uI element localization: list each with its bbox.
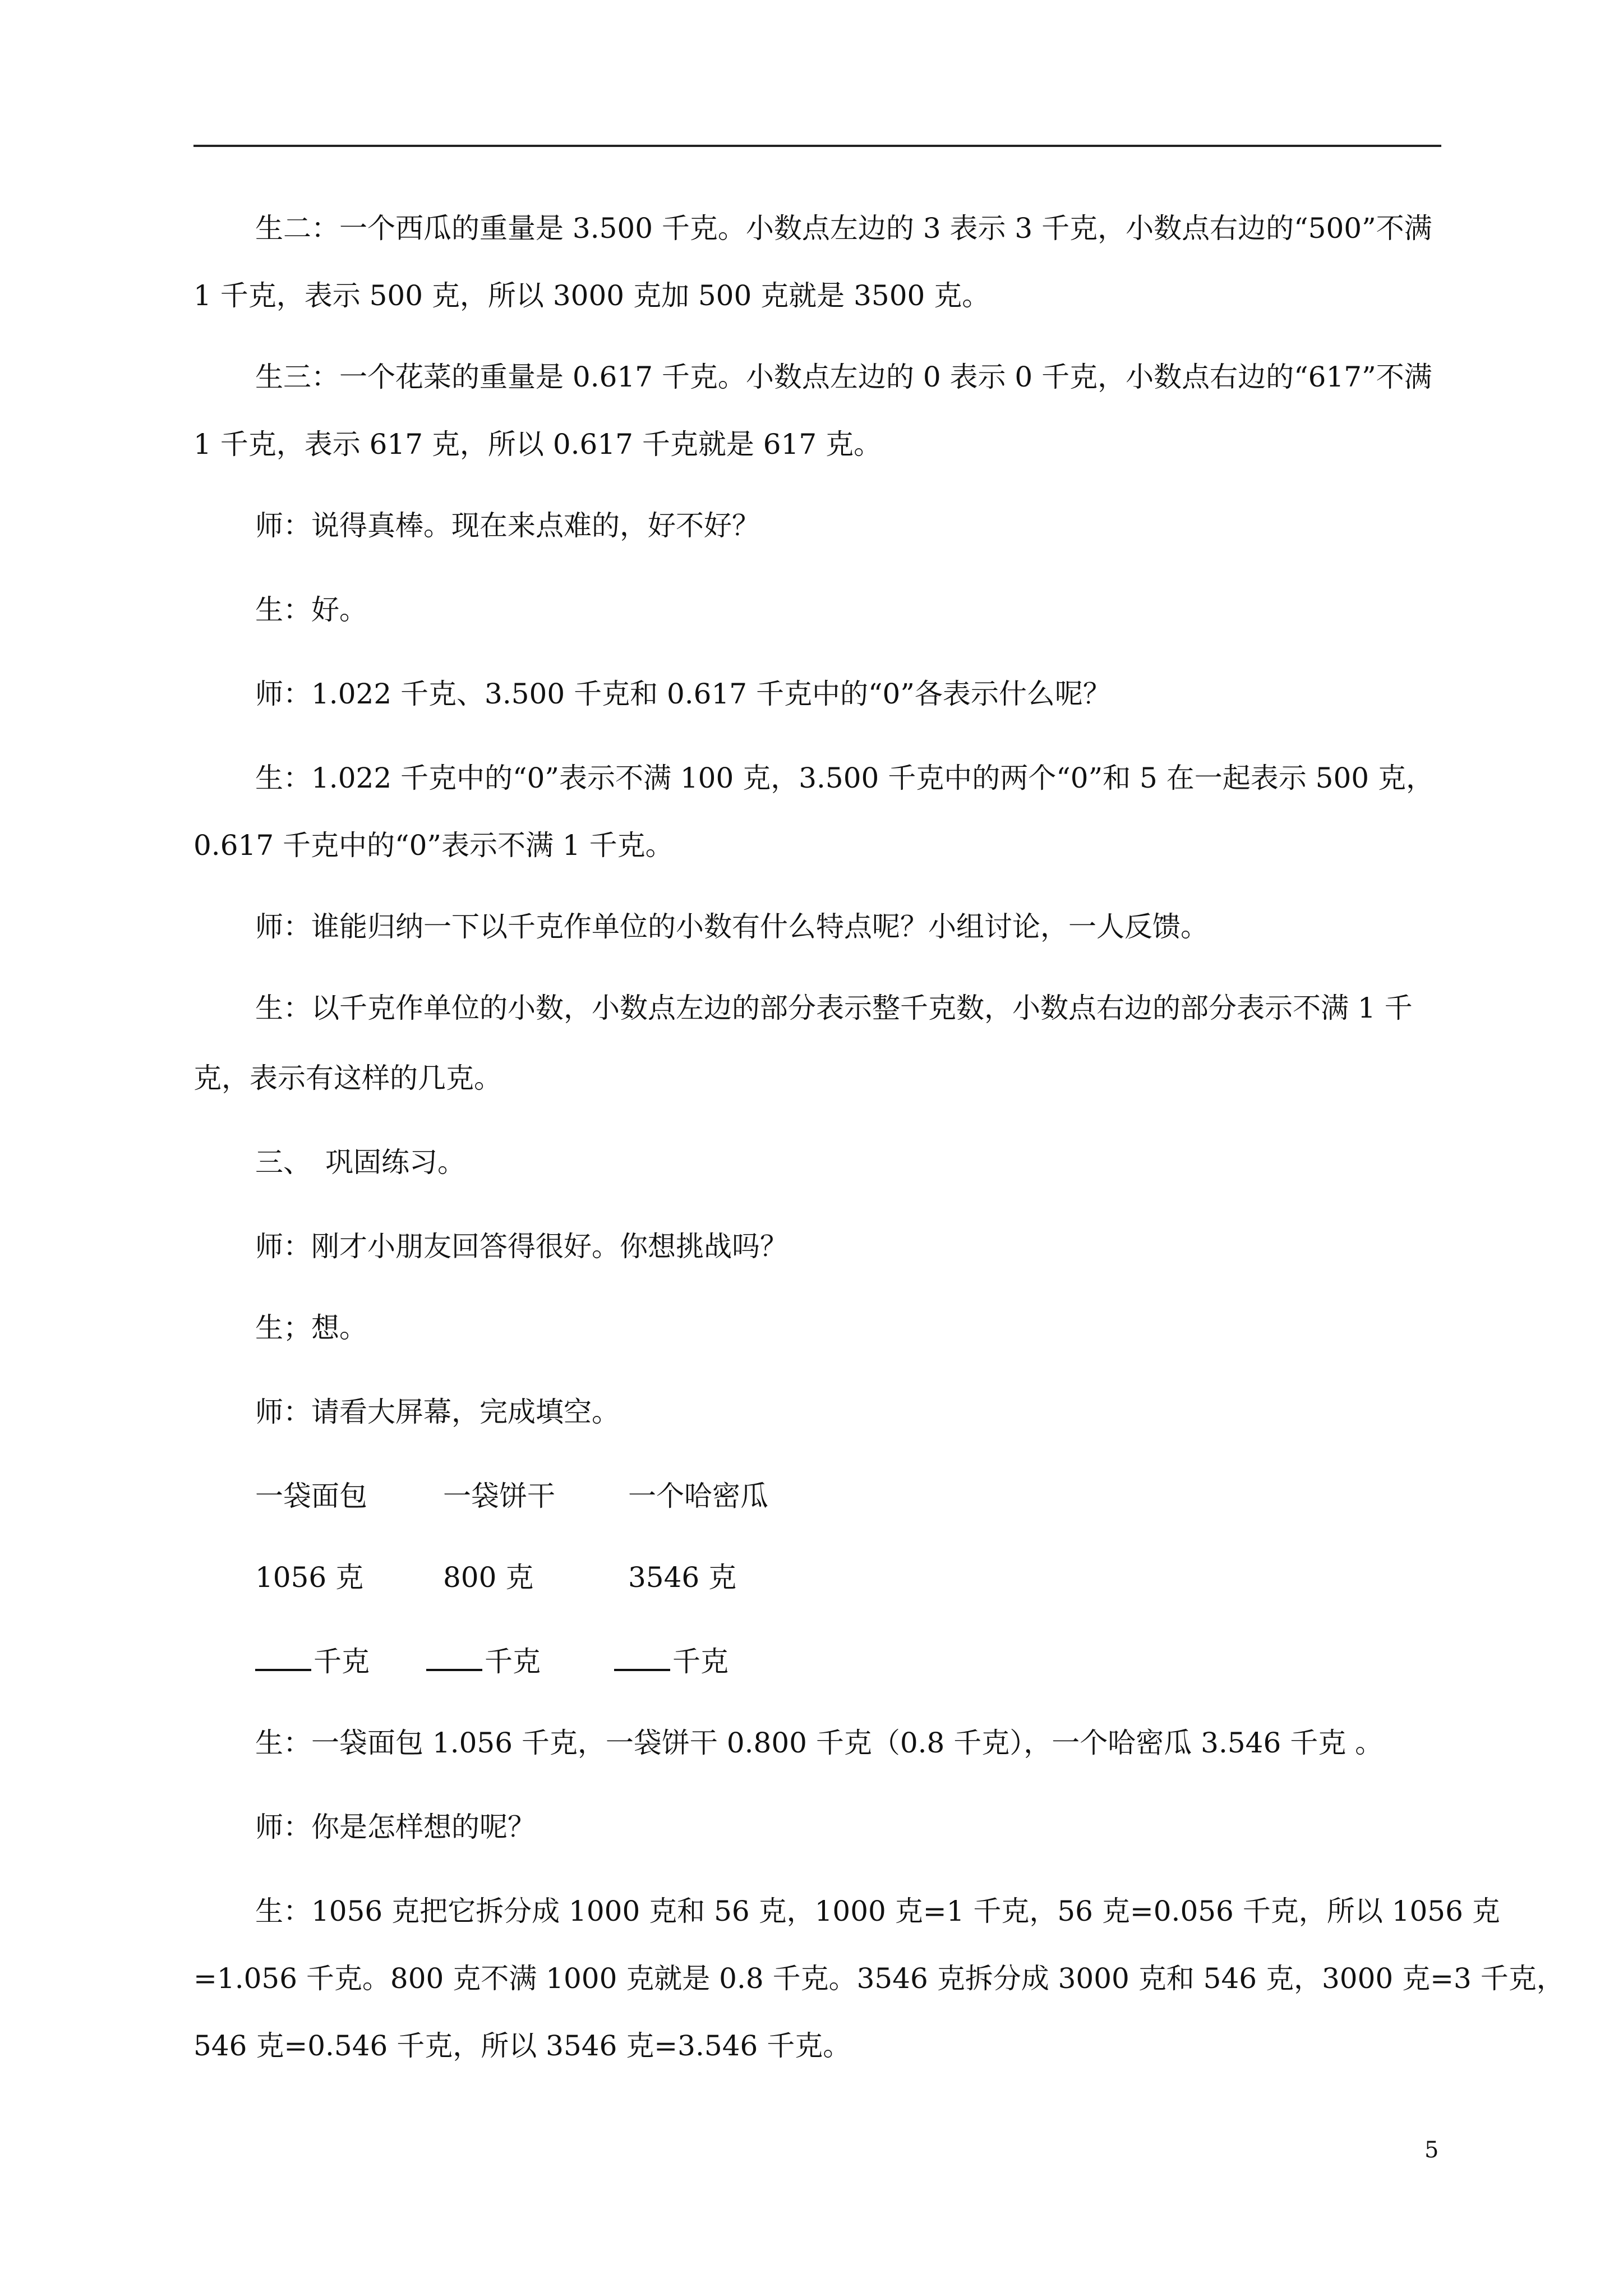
paragraph-line: 生：1056 克把它拆分成 1000 克和 56 克，1000 克=1 千克，56 克=0.056 千克，所以 1056 克 [255,1895,1500,1927]
paragraph-line: 生：以千克作单位的小数，小数点左边的部分表示整千克数，小数点右边的部分表示不满 1 千 [255,992,1413,1024]
paragraph-line: 0.617 千克中的“0”表示不满 1 千克。 [193,829,674,862]
blank-answer [255,1644,370,1680]
paragraph-line: 师：你是怎样想的呢？ [255,1811,536,1843]
blank-line [426,1649,482,1671]
paragraph-line: 师：谁能归纳一下以千克作单位的小数有什么特点呢？小组讨论，一人反馈。 [255,910,1209,943]
blank-line [255,1649,311,1671]
paragraph-line: =1.056 千克。800 克不满 1000 克就是 0.8 千克。3546 克拆分成 3000 克和 546 克，3000 克=3 千克， [193,1962,1565,1995]
item-grams: 1056 克 [255,1561,364,1594]
blank-answer [614,1644,728,1680]
unit-label: 千克 [485,1645,541,1678]
header-rule [193,145,1441,147]
paragraph-line: 师：请看大屏幕，完成填空。 [255,1396,620,1428]
paragraph-line: 生：1.022 千克中的“0”表示不满 100 克，3.500 千克中的两个“0”和 5 在一起表示 500 克， [255,762,1434,794]
unit-label: 千克 [313,1645,370,1678]
item-label: 一袋饼干 [443,1480,555,1512]
paragraph-line: 1 千克，表示 617 克，所以 0.617 千克就是 617 克。 [193,428,882,461]
unit-label: 千克 [672,1645,728,1678]
item-grams: 800 克 [443,1561,534,1594]
page-number: 5 [1424,2137,1439,2163]
item-label: 一个哈密瓜 [628,1480,768,1512]
paragraph-line: 生：好。 [255,593,367,626]
paragraph-line: 师：说得真棒。现在来点难的，好不好？ [255,509,760,542]
paragraph-line: 生三：一个花菜的重量是 0.617 千克。小数点左边的 0 表示 0 千克，小数点右边的“617”不满 [255,361,1432,393]
paragraph-line: 师：1.022 千克、3.500 千克和 0.617 千克中的“0”各表示什么呢？ [255,678,1111,710]
blank-line [614,1649,670,1671]
item-label: 一袋面包 [255,1480,367,1512]
item-grams: 3546 克 [628,1561,737,1594]
paragraph-line: 克，表示有这样的几克。 [193,1062,502,1094]
paragraph-line: 生；想。 [255,1312,367,1344]
blank-answer [426,1644,541,1680]
paragraph-line: 1 千克，表示 500 克，所以 3000 克加 500 克就是 3500 克。 [193,279,990,312]
paragraph-line: 546 克=0.546 千克，所以 3546 克=3.546 千克。 [193,2030,851,2062]
paragraph-line: 生二：一个西瓜的重量是 3.500 千克。小数点左边的 3 表示 3 千克，小数点右边的“500”不满 [255,212,1432,245]
section-heading: 三、 巩固练习。 [255,1146,465,1179]
paragraph-line: 师：刚才小朋友回答得很好。你想挑战吗？ [255,1230,788,1263]
paragraph-line: 生：一袋面包 1.056 千克，一袋饼干 0.800 千克（0.8 千克），一个哈密瓜 3.546 千克 。 [255,1727,1384,1759]
